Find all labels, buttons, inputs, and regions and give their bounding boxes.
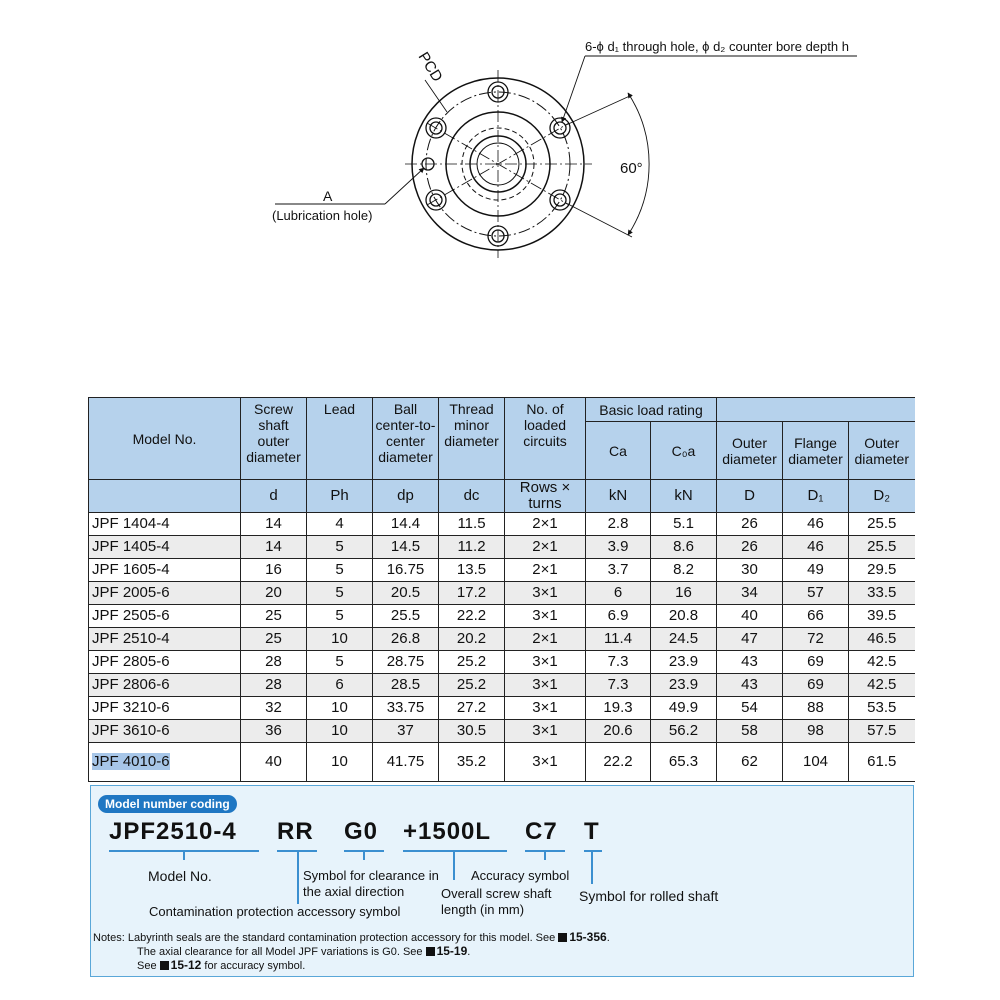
cell-dc: 20.2 xyxy=(439,628,505,651)
cell-model: JPF 1404-4 xyxy=(89,513,241,536)
header-ball-center: Ball center-to-center diameter xyxy=(373,398,439,480)
cell-model: JPF 3210-6 xyxy=(89,697,241,720)
cell-c0a: 24.5 xyxy=(651,628,717,651)
bracket-seal-stem xyxy=(297,850,299,904)
cell-dc: 30.5 xyxy=(439,720,505,743)
spec-table xyxy=(88,397,915,782)
unit-D: D xyxy=(717,480,783,513)
label-length: Overall screw shaft length (in mm) xyxy=(441,886,552,917)
cell-model: JPF 1605-4 xyxy=(89,559,241,582)
cell-d: 25 xyxy=(241,628,307,651)
code-seal: RR xyxy=(277,818,314,845)
cell-ph: 10 xyxy=(307,743,373,782)
note-line-2: The axial clearance for all Model JPF variations is G0. See 15-19. xyxy=(137,944,471,958)
cell-d: 16 xyxy=(241,559,307,582)
code-rolled: T xyxy=(584,818,600,845)
cell-circ: 3×1 xyxy=(505,674,586,697)
cell-c0a: 49.9 xyxy=(651,697,717,720)
cell-dc: 22.2 xyxy=(439,605,505,628)
cell-dp: 16.75 xyxy=(373,559,439,582)
cell-D: 47 xyxy=(717,628,783,651)
cell-dp: 26.8 xyxy=(373,628,439,651)
cell-c0a: 23.9 xyxy=(651,674,717,697)
header-lead: Lead xyxy=(307,398,373,480)
unit-c0a: kN xyxy=(651,480,717,513)
cell-circ: 2×1 xyxy=(505,559,586,582)
header-model: Model No. xyxy=(89,398,241,480)
cell-D2: 53.5 xyxy=(849,697,915,720)
label-clearance: Symbol for clearance in the axial direction xyxy=(303,868,439,899)
header-basic-load-rating: Basic load rating xyxy=(586,398,717,422)
table-row xyxy=(89,536,915,559)
lube-sub-label: (Lubrication hole) xyxy=(272,208,373,223)
cell-D1: 69 xyxy=(783,651,849,674)
code-clearance: G0 xyxy=(344,818,379,845)
table-row xyxy=(89,582,915,605)
cell-ca: 2.8 xyxy=(586,513,651,536)
cell-D: 58 xyxy=(717,720,783,743)
cell-D2: 39.5 xyxy=(849,605,915,628)
unit-dp: dp xyxy=(373,480,439,513)
label-model: Model No. xyxy=(148,868,212,884)
cell-ca: 7.3 xyxy=(586,674,651,697)
header-c0a: C₀a xyxy=(651,422,717,480)
cell-dp: 33.75 xyxy=(373,697,439,720)
cell-circ: 2×1 xyxy=(505,513,586,536)
bracket-model-stem xyxy=(183,850,185,860)
table-row xyxy=(89,720,915,743)
header-blank xyxy=(717,398,915,422)
bracket-rolled-stem xyxy=(591,850,593,884)
cell-ph: 5 xyxy=(307,559,373,582)
cell-c0a: 65.3 xyxy=(651,743,717,782)
bracket-length xyxy=(403,850,507,852)
cell-D1: 49 xyxy=(783,559,849,582)
selected-model-highlight: JPF 4010-6 xyxy=(92,753,170,770)
page-ref-icon xyxy=(426,947,435,956)
cell-d: 40 xyxy=(241,743,307,782)
cell-dc: 35.2 xyxy=(439,743,505,782)
cell-c0a: 8.2 xyxy=(651,559,717,582)
coding-notes xyxy=(93,931,610,973)
cell-circ: 3×1 xyxy=(505,582,586,605)
cell-model: JPF 3610-6 xyxy=(89,720,241,743)
cell-D2: 25.5 xyxy=(849,513,915,536)
cell-D1: 104 xyxy=(783,743,849,782)
unit-D2: D₂ xyxy=(849,480,915,513)
lube-label: A xyxy=(323,188,333,204)
cell-dp: 37 xyxy=(373,720,439,743)
cell-circ: 3×1 xyxy=(505,605,586,628)
cell-dp: 41.75 xyxy=(373,743,439,782)
header-screw-shaft: Screw shaft outer diameter xyxy=(241,398,307,480)
model-coding-box xyxy=(90,785,914,977)
bracket-accuracy-stem xyxy=(544,850,546,860)
cell-ph: 10 xyxy=(307,628,373,651)
unit-ca: kN xyxy=(586,480,651,513)
table-row xyxy=(89,697,915,720)
cell-D: 43 xyxy=(717,674,783,697)
cell-d: 36 xyxy=(241,720,307,743)
cell-model xyxy=(89,743,241,782)
cell-dc: 13.5 xyxy=(439,559,505,582)
cell-D1: 46 xyxy=(783,536,849,559)
cell-dp: 20.5 xyxy=(373,582,439,605)
angle-ext-upper xyxy=(566,95,632,125)
cell-D: 54 xyxy=(717,697,783,720)
cell-d: 28 xyxy=(241,674,307,697)
label-rolled: Symbol for rolled shaft xyxy=(579,888,719,904)
cell-D: 30 xyxy=(717,559,783,582)
table-row xyxy=(89,651,915,674)
table-row xyxy=(89,743,915,782)
cell-model: JPF 2005-6 xyxy=(89,582,241,605)
cell-ph: 5 xyxy=(307,536,373,559)
cell-dp: 14.4 xyxy=(373,513,439,536)
header-outer-diameter-2: Outer diameter xyxy=(849,422,915,480)
pcd-label: PCD xyxy=(414,49,446,85)
cell-D2: 25.5 xyxy=(849,536,915,559)
bracket-rolled xyxy=(584,850,602,852)
cell-c0a: 8.6 xyxy=(651,536,717,559)
cell-d: 28 xyxy=(241,651,307,674)
cell-dc: 17.2 xyxy=(439,582,505,605)
bolt-hole-lower-right xyxy=(550,190,570,210)
header-flange-diameter: Flange diameter xyxy=(783,422,849,480)
cell-D: 26 xyxy=(717,536,783,559)
cell-D2: 33.5 xyxy=(849,582,915,605)
table-row xyxy=(89,605,915,628)
cell-dc: 27.2 xyxy=(439,697,505,720)
table-row xyxy=(89,513,915,536)
cell-dc: 25.2 xyxy=(439,674,505,697)
header-outer-diameter: Outer diameter xyxy=(717,422,783,480)
cell-D: 62 xyxy=(717,743,783,782)
header-ca: Ca xyxy=(586,422,651,480)
angle-label: 60° xyxy=(620,160,643,177)
bracket-clearance-stem xyxy=(363,850,365,860)
cell-d: 14 xyxy=(241,536,307,559)
cell-ca: 20.6 xyxy=(586,720,651,743)
cell-ca: 7.3 xyxy=(586,651,651,674)
page-ref-icon xyxy=(558,933,567,942)
table-row xyxy=(89,628,915,651)
cell-D1: 98 xyxy=(783,720,849,743)
cell-c0a: 56.2 xyxy=(651,720,717,743)
cell-dp: 25.5 xyxy=(373,605,439,628)
angle-ext-lower xyxy=(566,203,632,237)
cell-circ: 3×1 xyxy=(505,743,586,782)
cell-D1: 72 xyxy=(783,628,849,651)
cell-ph: 5 xyxy=(307,582,373,605)
table-row xyxy=(89,674,915,697)
pcd-leader xyxy=(425,80,447,112)
cell-d: 14 xyxy=(241,513,307,536)
label-seal: Contamination protection accessory symbol xyxy=(149,904,401,919)
cell-dc: 25.2 xyxy=(439,651,505,674)
lube-leader xyxy=(385,168,424,204)
cell-ca: 11.4 xyxy=(586,628,651,651)
unit-ph: Ph xyxy=(307,480,373,513)
cell-circ: 2×1 xyxy=(505,536,586,559)
cell-D: 40 xyxy=(717,605,783,628)
unit-model xyxy=(89,480,241,513)
bolt-hole-upper-right xyxy=(550,118,570,138)
cell-D2: 42.5 xyxy=(849,651,915,674)
cell-D1: 88 xyxy=(783,697,849,720)
cell-c0a: 5.1 xyxy=(651,513,717,536)
cell-D2: 29.5 xyxy=(849,559,915,582)
cell-c0a: 16 xyxy=(651,582,717,605)
cell-D2: 42.5 xyxy=(849,674,915,697)
cell-circ: 3×1 xyxy=(505,651,586,674)
cell-circ: 2×1 xyxy=(505,628,586,651)
cell-model: JPF 2505-6 xyxy=(89,605,241,628)
cell-d: 25 xyxy=(241,605,307,628)
cell-dp: 28.5 xyxy=(373,674,439,697)
cell-ph: 4 xyxy=(307,513,373,536)
cell-D1: 66 xyxy=(783,605,849,628)
spec-table-body xyxy=(89,513,915,782)
cell-D: 43 xyxy=(717,651,783,674)
unit-rows-turns: Rows × turns xyxy=(505,480,586,513)
unit-dc: dc xyxy=(439,480,505,513)
code-length: +1500L xyxy=(403,818,492,845)
cell-c0a: 20.8 xyxy=(651,605,717,628)
cell-model: JPF 2806-6 xyxy=(89,674,241,697)
header-loaded-circuits: No. of loaded circuits xyxy=(505,398,586,480)
cell-circ: 3×1 xyxy=(505,697,586,720)
cell-ca: 22.2 xyxy=(586,743,651,782)
cell-c0a: 23.9 xyxy=(651,651,717,674)
cell-ph: 10 xyxy=(307,697,373,720)
cell-D: 34 xyxy=(717,582,783,605)
code-model: JPF2510-4 xyxy=(109,818,237,845)
cell-ca: 3.7 xyxy=(586,559,651,582)
table-row xyxy=(89,559,915,582)
cell-ca: 3.9 xyxy=(586,536,651,559)
cell-circ: 3×1 xyxy=(505,720,586,743)
flange-drawing xyxy=(0,0,1000,330)
cell-ca: 19.3 xyxy=(586,697,651,720)
note-line-3: See 15-12 for accuracy symbol. xyxy=(137,958,306,972)
cell-model: JPF 1405-4 xyxy=(89,536,241,559)
cell-model: JPF 2510-4 xyxy=(89,628,241,651)
unit-D1: D₁ xyxy=(783,480,849,513)
cell-ca: 6 xyxy=(586,582,651,605)
cell-ph: 5 xyxy=(307,651,373,674)
model-coding-badge: Model number coding xyxy=(98,795,237,813)
cell-D1: 57 xyxy=(783,582,849,605)
cell-D2: 57.5 xyxy=(849,720,915,743)
page-ref-icon xyxy=(160,961,169,970)
cell-ph: 6 xyxy=(307,674,373,697)
cell-ph: 10 xyxy=(307,720,373,743)
label-accuracy: Accuracy symbol xyxy=(471,868,570,883)
cell-D: 26 xyxy=(717,513,783,536)
cell-ph: 5 xyxy=(307,605,373,628)
cell-D2: 46.5 xyxy=(849,628,915,651)
cell-dp: 28.75 xyxy=(373,651,439,674)
cell-dc: 11.2 xyxy=(439,536,505,559)
cell-D1: 69 xyxy=(783,674,849,697)
unit-d: d xyxy=(241,480,307,513)
cell-ca: 6.9 xyxy=(586,605,651,628)
hole-callout-leader xyxy=(562,56,585,122)
header-thread-minor: Thread minor diameter xyxy=(439,398,505,480)
code-accuracy: C7 xyxy=(525,818,558,845)
cell-d: 32 xyxy=(241,697,307,720)
cell-d: 20 xyxy=(241,582,307,605)
cell-D2: 61.5 xyxy=(849,743,915,782)
bracket-length-stem xyxy=(453,850,455,880)
cell-dc: 11.5 xyxy=(439,513,505,536)
cell-D1: 46 xyxy=(783,513,849,536)
cell-dp: 14.5 xyxy=(373,536,439,559)
hole-callout: 6-ϕ d₁ through hole, ϕ d₂ counter bore depth h xyxy=(585,39,849,54)
note-line-1: Notes: Labyrinth seals are the standard contamination protection accessory for this model. See 15-356. xyxy=(93,930,610,944)
cell-model: JPF 2805-6 xyxy=(89,651,241,674)
